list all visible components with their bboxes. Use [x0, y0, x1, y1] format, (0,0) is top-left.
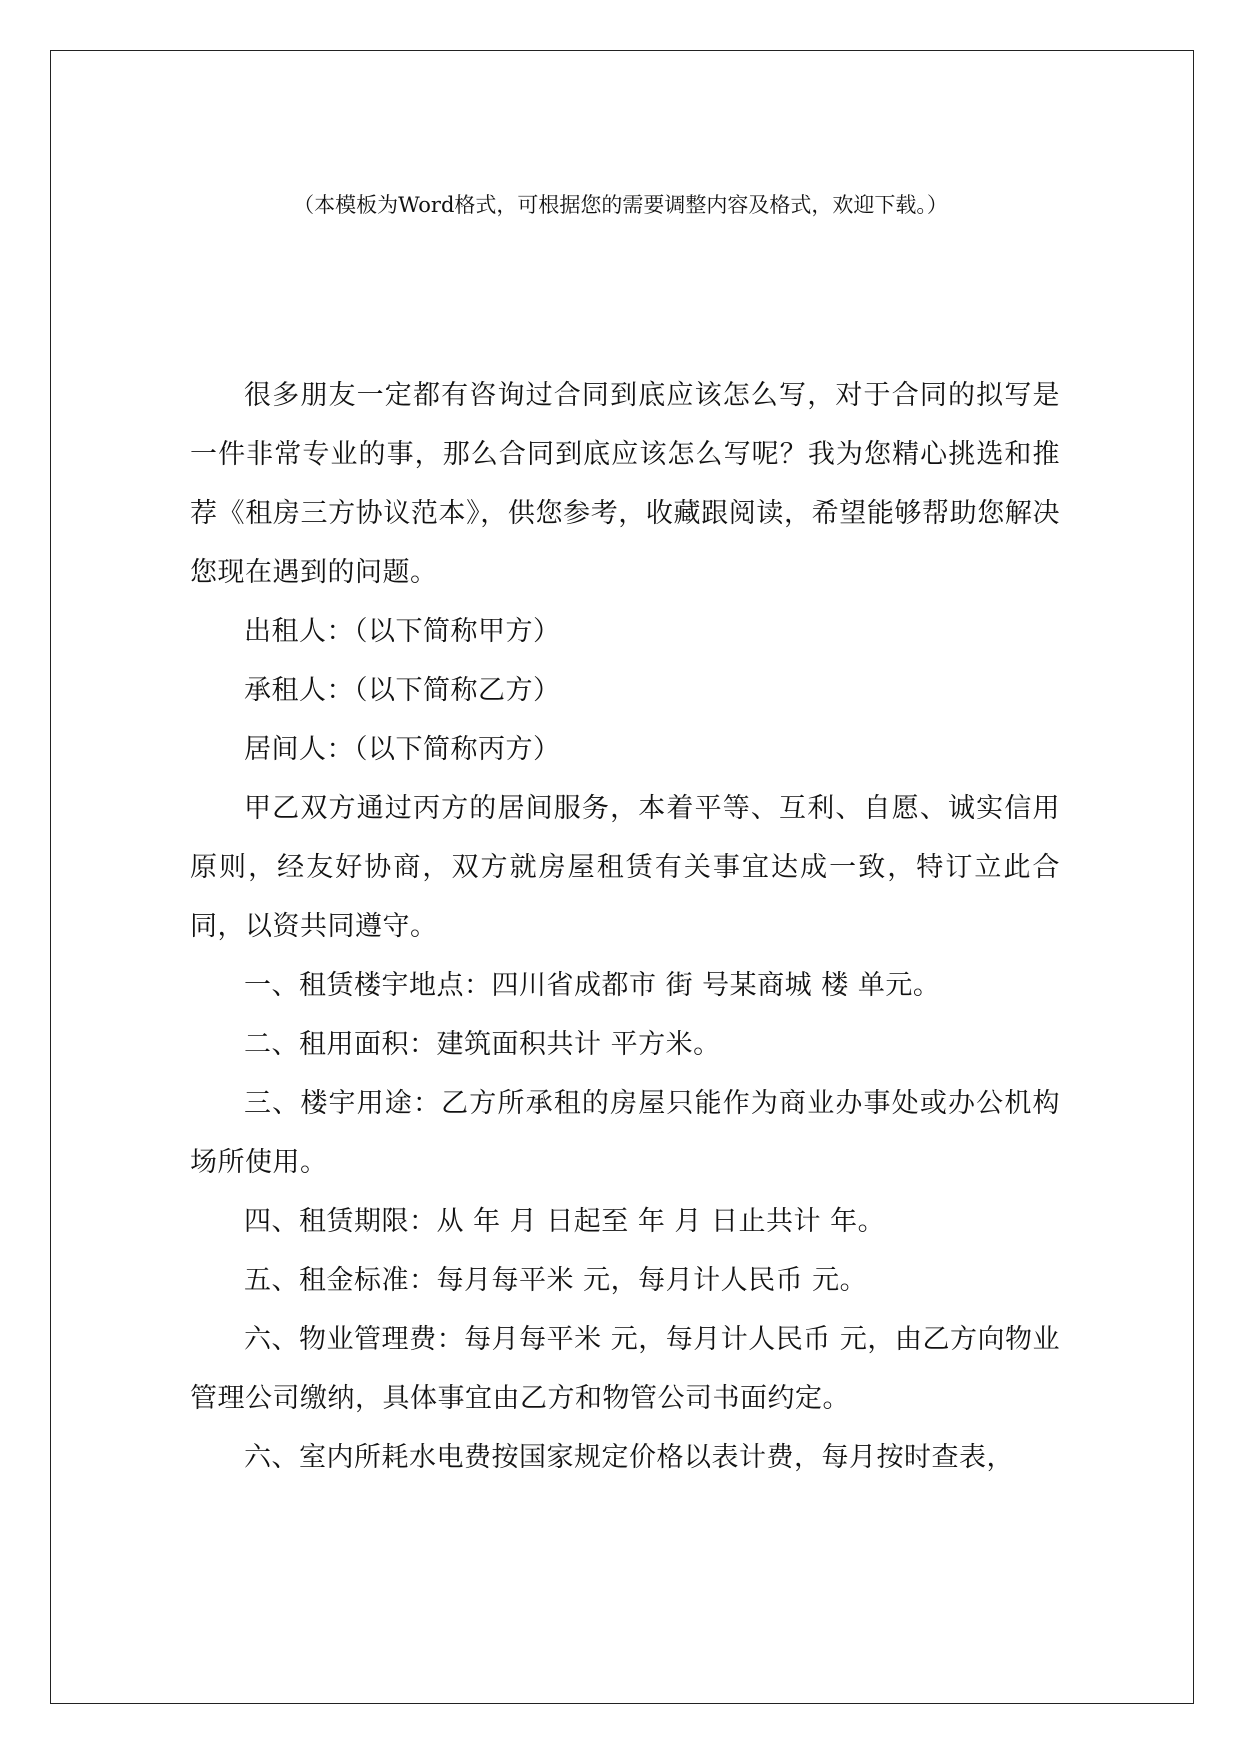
clause-area: 二、租用面积：建筑面积共计 平方米。 — [244, 1029, 721, 1060]
intro-paragraph: 很多朋友一定都有咨询过合同到底应该怎么写，对于合同的拟写是一件非常专业的事，那么合同到底应该怎么写呢？我为您精心挑选和推荐《租房三方协议范本》，供您参考，收藏跟阅读，希望能够帮助您解决您现在遇到的问题。 — [190, 380, 1060, 588]
clause-utilities: 六、室内所耗水电费按国家规定价格以表计费，每月按时查表， — [244, 1442, 1014, 1473]
template-note: （本模板为Word格式，可根据您的需要调整内容及格式，欢迎下载。） — [293, 193, 948, 217]
agreement-preamble: 甲乙双方通过丙方的居间服务，本着平等、互利、自愿、诚实信用原则，经友好协商，双方就房屋租赁有关事宜达成一致，特订立此合同，以资共同遵守。 — [190, 793, 1060, 942]
document-body — [190, 366, 1060, 1487]
party-lessor: 出租人：（以下简称甲方） — [244, 616, 561, 647]
party-intermediary: 居间人：（以下简称丙方） — [244, 734, 561, 765]
clause-usage: 三、楼宇用途：乙方所承租的房屋只能作为商业办事处或办公机构场所使用。 — [190, 1088, 1060, 1178]
clause-location: 一、租赁楼宇地点：四川省成都市 街 号某商城 楼 单元。 — [244, 970, 941, 1001]
clause-management-fee: 六、物业管理费：每月每平米 元，每月计人民币 元，由乙方向物业管理公司缴纳，具体事宜由乙方和物管公司书面约定。 — [190, 1324, 1060, 1414]
clause-term: 四、租赁期限：从 年 月 日起至 年 月 日止共计 年。 — [244, 1206, 886, 1237]
clause-rent: 五、租金标准：每月每平米 元，每月计人民币 元。 — [244, 1265, 868, 1296]
party-lessee: 承租人：（以下简称乙方） — [244, 675, 561, 706]
